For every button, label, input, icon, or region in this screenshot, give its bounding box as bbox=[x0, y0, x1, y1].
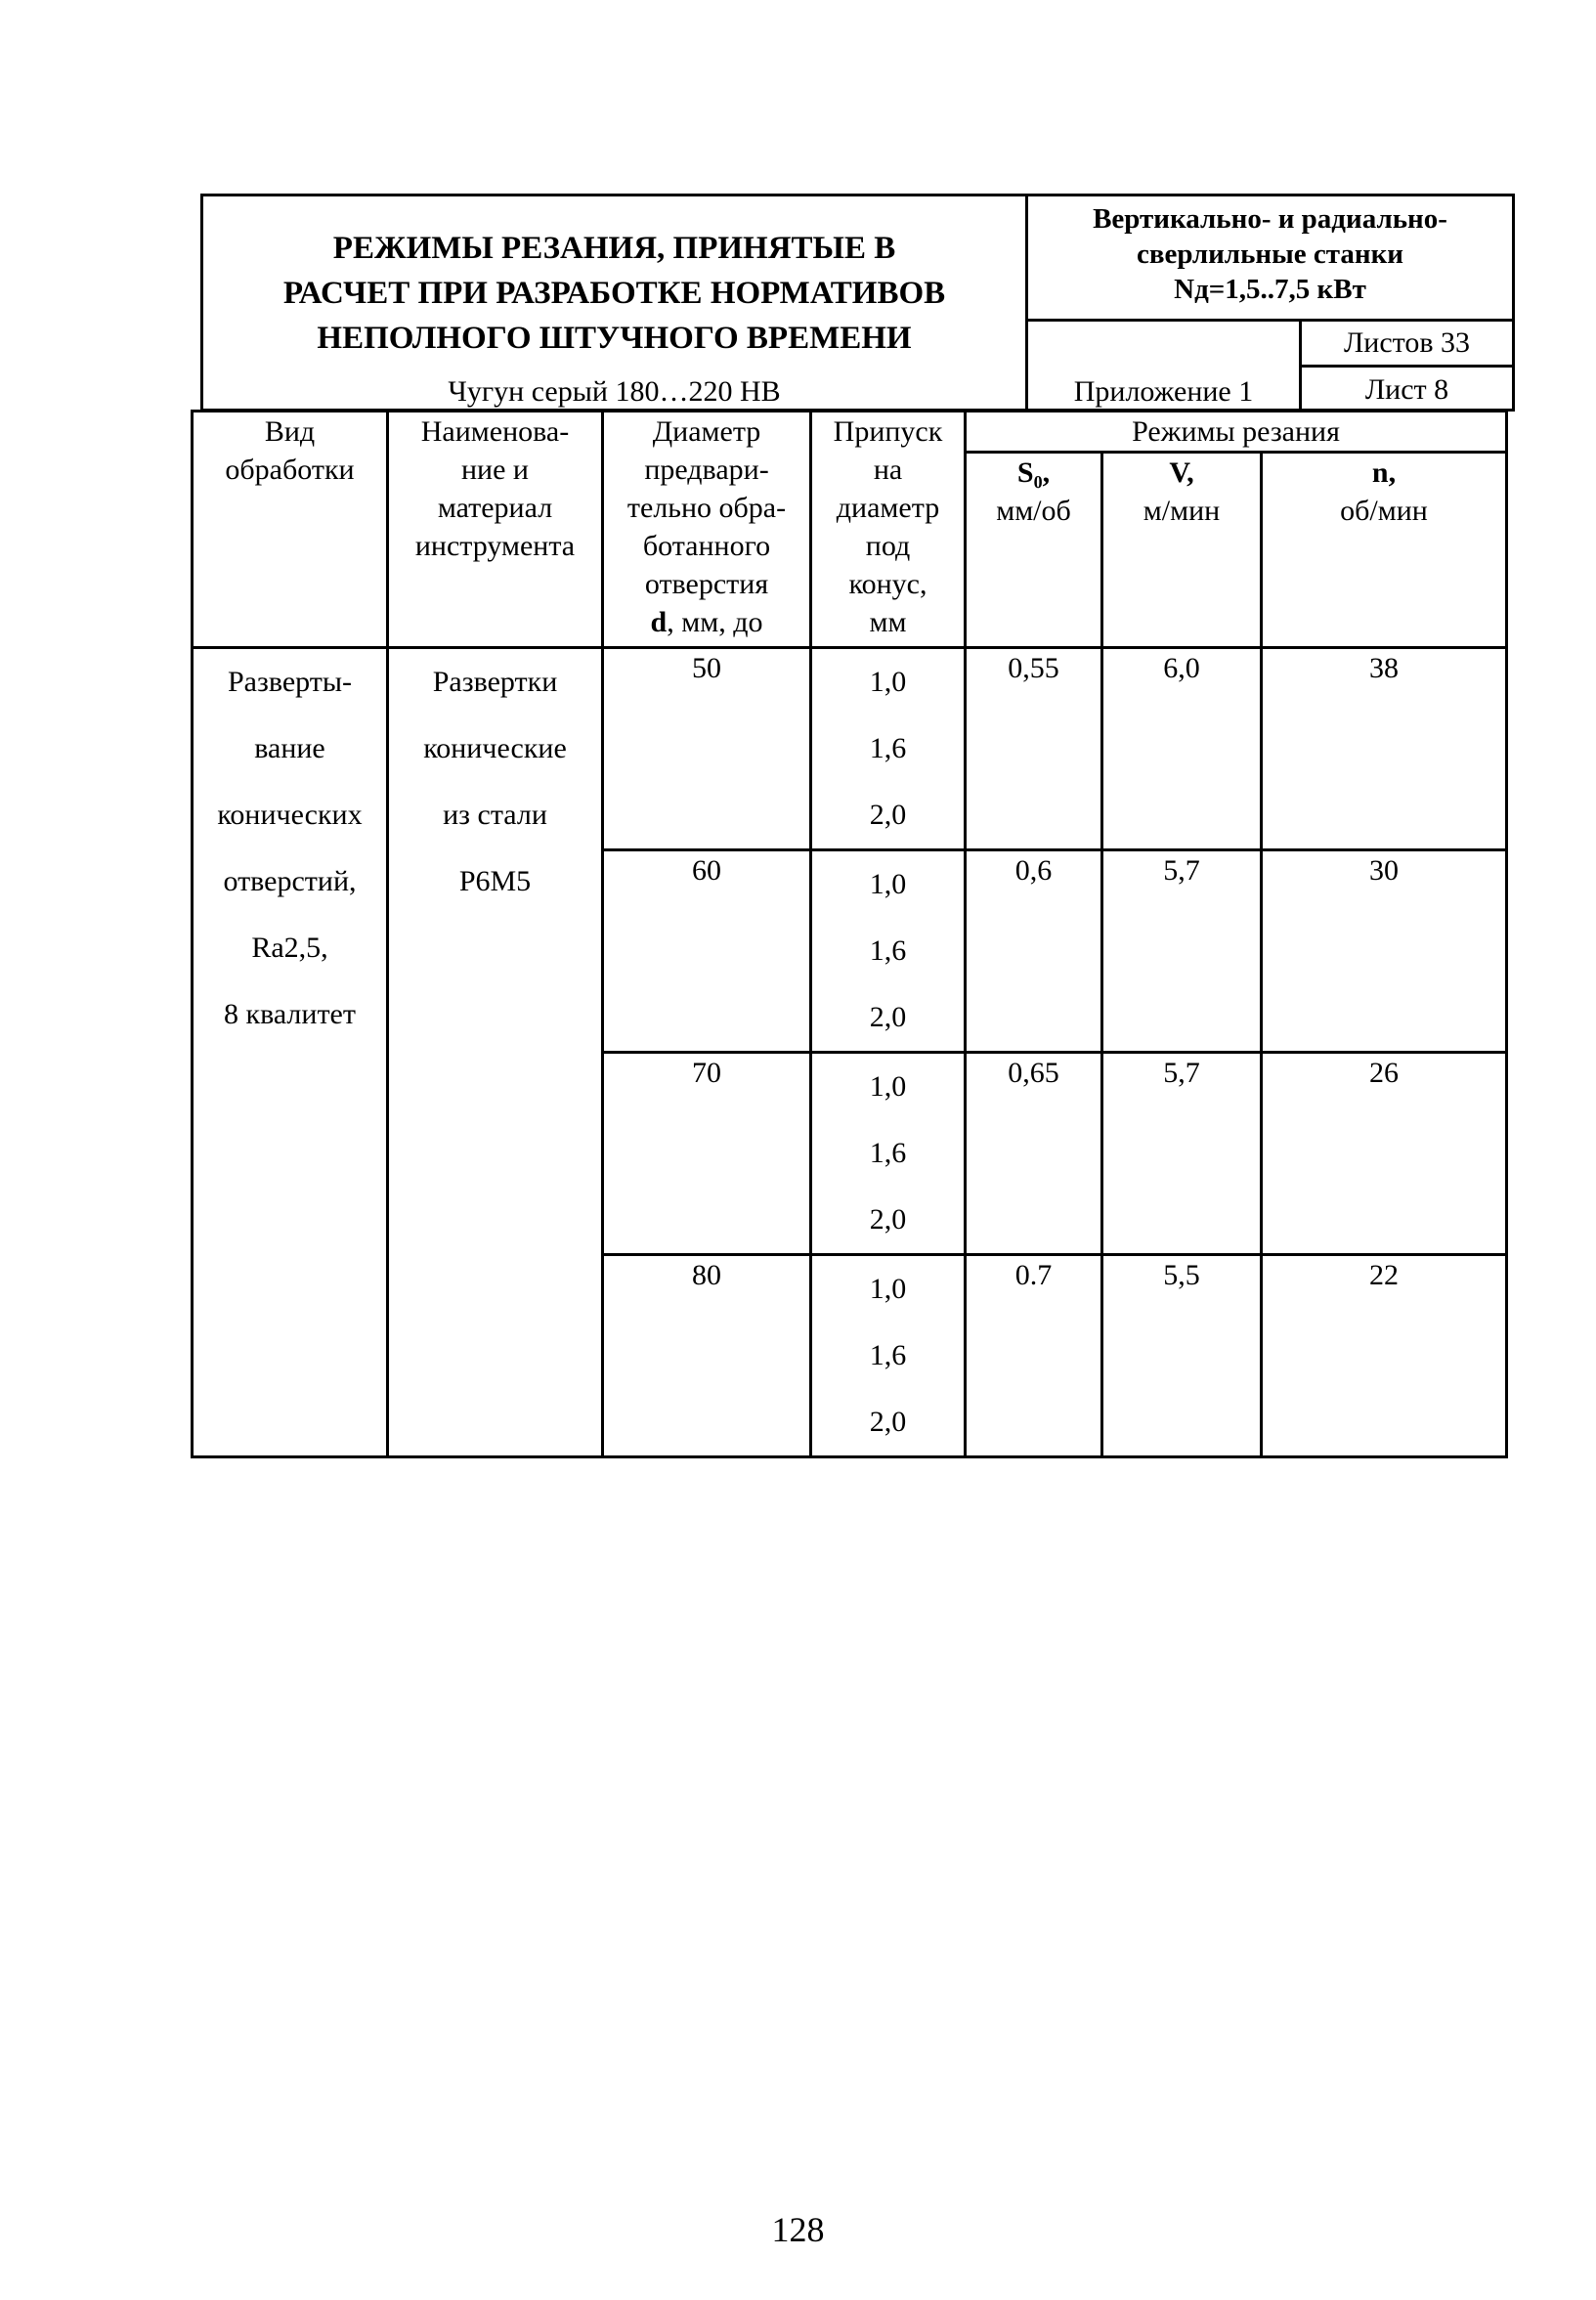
col-header-feed: S₀, мм/об bbox=[966, 453, 1102, 648]
document-title bbox=[203, 226, 1025, 361]
col-header-diameter: Диаметр предвари- тельно обра- ботанного отверстия d, мм, до bbox=[603, 412, 811, 648]
col-header-speed: V, м/мин bbox=[1102, 453, 1262, 648]
rpm-cell: 30 bbox=[1262, 850, 1507, 1053]
col-header-modes-group: Режимы резания bbox=[966, 412, 1507, 453]
feed-cell: 0,55 bbox=[966, 648, 1102, 850]
allowance-cell: 1,0 1,6 2,0 bbox=[811, 850, 966, 1053]
machines-line: сверлильные станки bbox=[1137, 239, 1403, 270]
speed-cell: 6,0 bbox=[1102, 648, 1262, 850]
title-line: РЕЖИМЫ РЕЗАНИЯ, ПРИНЯТЫЕ В bbox=[332, 231, 896, 266]
rpm-cell: 38 bbox=[1262, 648, 1507, 850]
machines-cell bbox=[1028, 196, 1512, 322]
diameter-cell: 70 bbox=[603, 1053, 811, 1255]
title-line: РАСЧЕТ ПРИ РАЗРАБОТКЕ НОРМАТИВОВ bbox=[282, 276, 946, 311]
sheets-total-label: Листов 33 bbox=[1302, 322, 1512, 368]
allowance-cell: 1,0 1,6 2,0 bbox=[811, 1053, 966, 1255]
page-number: 128 bbox=[771, 2210, 825, 2249]
title-line: НЕПОЛНОГО ШТУЧНОГО ВРЕМЕНИ bbox=[317, 321, 912, 356]
feed-cell: 0.7 bbox=[966, 1255, 1102, 1457]
cutting-modes-table bbox=[191, 410, 1508, 1458]
diameter-cell: 80 bbox=[603, 1255, 811, 1457]
col-header-vid: Вид обработки bbox=[193, 412, 388, 648]
feed-cell: 0,6 bbox=[966, 850, 1102, 1053]
material-label: Чугун серый 180…220 НВ bbox=[448, 375, 781, 408]
processing-type-cell: Разверты- вание конических отверстий, Ra2,5, 8 квалитет bbox=[193, 648, 388, 1457]
sheet-number-label: Лист 8 bbox=[1364, 373, 1449, 406]
machines-line: Nд=1,5..7,5 кВт bbox=[1174, 274, 1366, 305]
diameter-cell: 60 bbox=[603, 850, 811, 1053]
machines-line: Вертикально- и радиально- bbox=[1093, 203, 1447, 235]
tool-cell: Развертки конические из стали Р6М5 bbox=[388, 648, 603, 1457]
rpm-cell: 22 bbox=[1262, 1255, 1507, 1457]
col-header-tool: Наименова- ние и материал инструмента bbox=[388, 412, 603, 648]
allowance-cell: 1,0 1,6 2,0 bbox=[811, 648, 966, 850]
header-title-cell bbox=[203, 196, 1028, 409]
appendix-label: Приложение 1 bbox=[1073, 375, 1254, 408]
appendix-cell bbox=[1028, 322, 1302, 409]
header-block bbox=[200, 194, 1515, 412]
col-header-allowance: Припуск на диаметр под конус, мм bbox=[811, 412, 966, 648]
rpm-cell: 26 bbox=[1262, 1053, 1507, 1255]
allowance-cell: 1,0 1,6 2,0 bbox=[811, 1255, 966, 1457]
col-header-rpm: n, об/мин bbox=[1262, 453, 1507, 648]
speed-cell: 5,7 bbox=[1102, 850, 1262, 1053]
speed-cell: 5,7 bbox=[1102, 1053, 1262, 1255]
speed-cell: 5,5 bbox=[1102, 1255, 1262, 1457]
diameter-cell: 50 bbox=[603, 648, 811, 850]
feed-cell: 0,65 bbox=[966, 1053, 1102, 1255]
